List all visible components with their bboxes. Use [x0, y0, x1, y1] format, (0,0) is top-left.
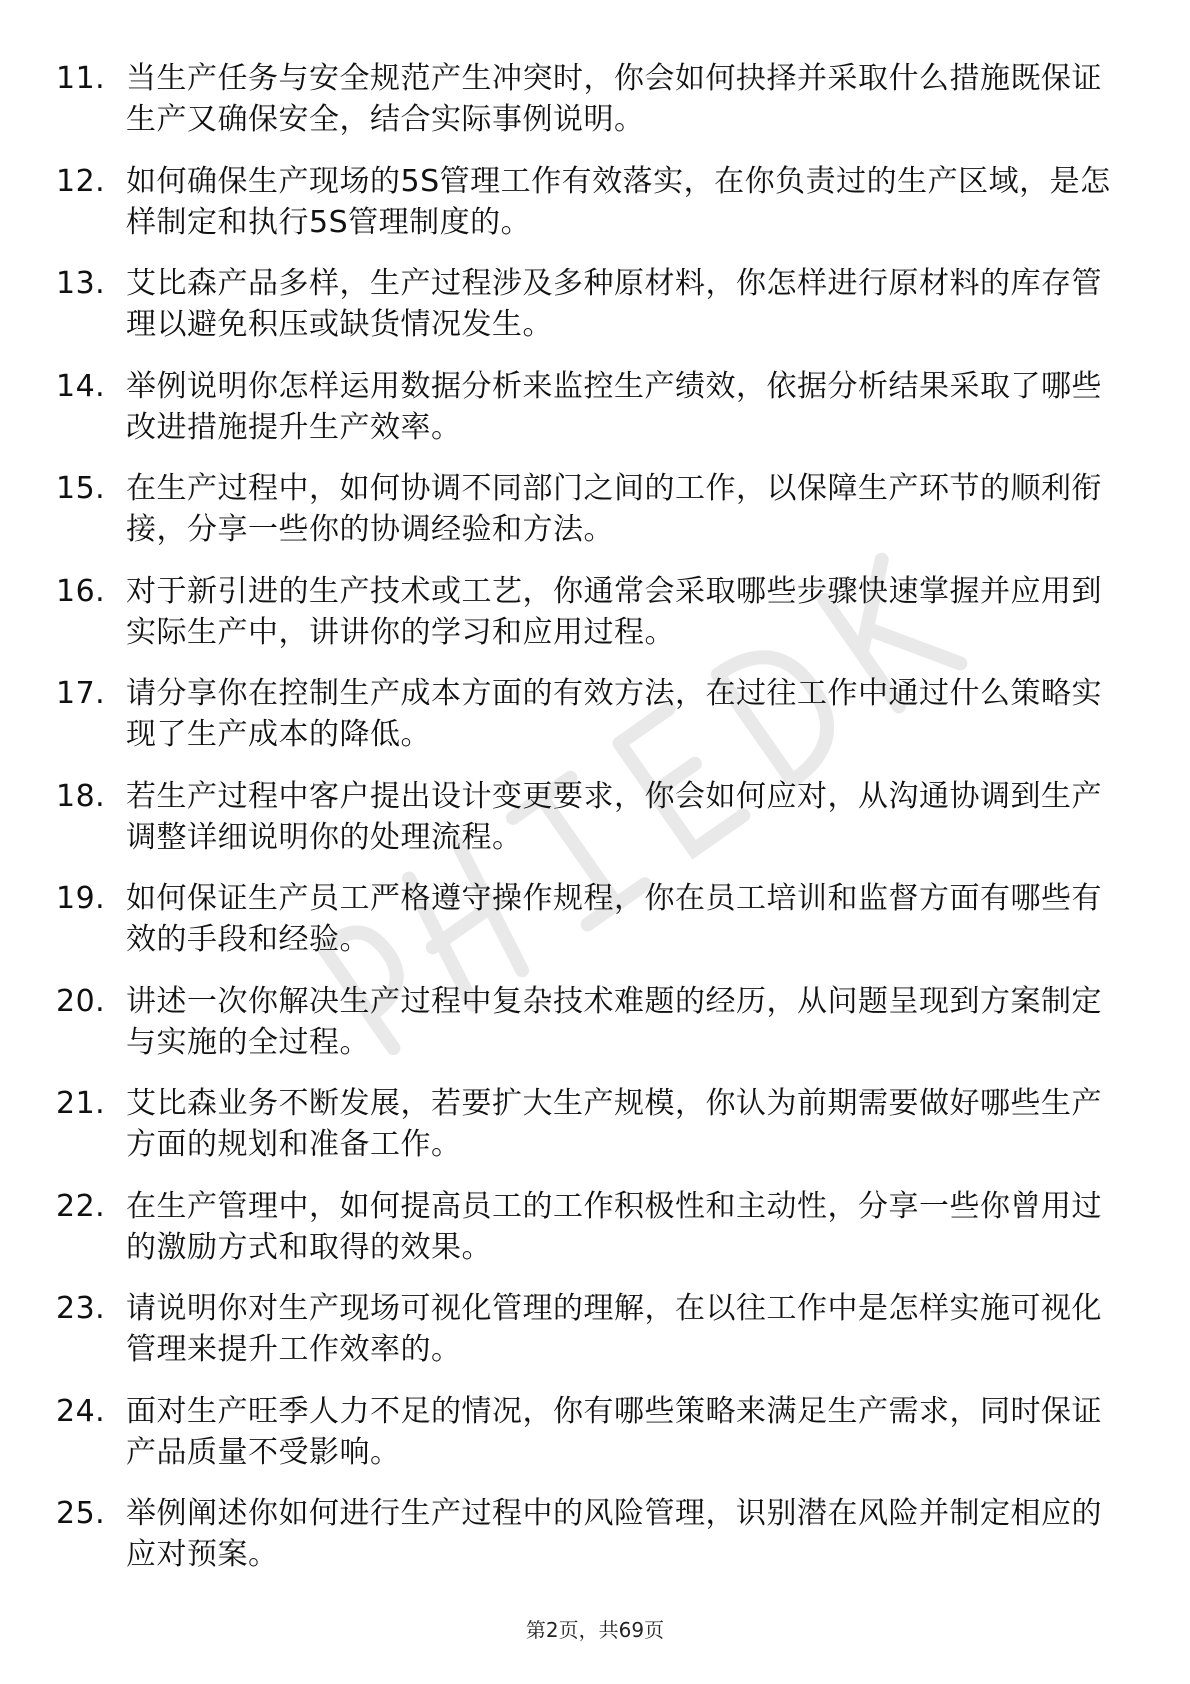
question-item — [56, 776, 1116, 858]
question-text: 面对生产旺季人力不足的情况，你有哪些策略来满足生产需求，同时保证产品质量不受影响。 — [126, 1393, 1102, 1470]
question-item — [56, 878, 1116, 960]
question-item — [56, 1493, 1116, 1575]
question-number: 12. — [56, 163, 106, 199]
question-number: 18. — [56, 778, 106, 814]
question-text: 在生产管理中，如何提高员工的工作积极性和主动性，分享一些你曾用过的激励方式和取得的效果。 — [126, 1188, 1102, 1265]
question-number: 17. — [56, 676, 106, 711]
question-text: 艾比森产品多样，生产过程涉及多种原材料，你怎样进行原材料的库存管理以避免积压或缺货情况发生。 — [126, 266, 1102, 342]
question-text: 如何确保生产现场的5S管理工作有效落实，在你负责过的生产区域，是怎样制定和执行5S管理制度的。 — [126, 163, 1111, 240]
question-item — [56, 673, 1116, 755]
question-text: 在生产过程中，如何协调不同部门之间的工作，以保障生产环节的顺利衔接，分享一些你的协调经验和方法。 — [126, 471, 1102, 547]
question-item — [56, 1391, 1116, 1473]
question-number: 16. — [56, 573, 106, 609]
question-text: 请分享你在控制生产成本方面的有效方法，在过往工作中通过什么策略实现了生产成本的降低。 — [126, 676, 1102, 752]
page-indicator: 第2页，共69页 — [525, 1618, 665, 1642]
question-text: 若生产过程中客户提出设计变更要求，你会如何应对，从沟通协调到生产调整详细说明你的处理流程。 — [126, 778, 1102, 855]
question-number: 19. — [56, 881, 106, 916]
question-text: 举例说明你怎样运用数据分析来监控生产绩效，依据分析结果采取了哪些改进措施提升生产效率。 — [126, 368, 1102, 445]
question-item — [56, 1288, 1116, 1370]
question-item — [56, 161, 1116, 243]
question-text: 请说明你对生产现场可视化管理的理解，在以往工作中是怎样实施可视化管理来提升工作效率的。 — [126, 1291, 1102, 1367]
question-number: 24. — [56, 1393, 106, 1429]
question-number: 15. — [56, 471, 106, 506]
question-number: 11. — [56, 61, 106, 96]
question-list — [56, 58, 1116, 1596]
question-item — [56, 263, 1116, 345]
question-text: 如何保证生产员工严格遵守操作规程，你在员工培训和监督方面有哪些有效的手段和经验。 — [126, 881, 1102, 957]
question-text: 举例阐述你如何进行生产过程中的风险管理，识别潜在风险并制定相应的应对预案。 — [126, 1496, 1102, 1572]
page-footer — [0, 1617, 1190, 1643]
question-text: 讲述一次你解决生产过程中复杂技术难题的经历，从问题呈现到方案制定与实施的全过程。 — [126, 983, 1102, 1060]
question-item — [56, 571, 1116, 653]
question-number: 21. — [56, 1086, 106, 1121]
question-text: 对于新引进的生产技术或工艺，你通常会采取哪些步骤快速掌握并应用到实际生产中，讲讲你的学习和应用过程。 — [126, 573, 1102, 650]
question-number: 25. — [56, 1496, 106, 1531]
question-item — [56, 468, 1116, 550]
question-item — [56, 1083, 1116, 1165]
question-item — [56, 366, 1116, 448]
question-item — [56, 1186, 1116, 1268]
question-text: 艾比森业务不断发展，若要扩大生产规模，你认为前期需要做好哪些生产方面的规划和准备工作。 — [126, 1086, 1102, 1162]
question-number: 13. — [56, 266, 106, 301]
question-item — [56, 58, 1116, 140]
question-number: 20. — [56, 983, 106, 1019]
question-text: 当生产任务与安全规范产生冲突时，你会如何抉择并采取什么措施既保证生产又确保安全，结合实际事例说明。 — [126, 61, 1102, 137]
question-number: 22. — [56, 1188, 106, 1224]
question-number: 23. — [56, 1291, 106, 1326]
question-number: 14. — [56, 368, 106, 404]
question-item — [56, 981, 1116, 1063]
